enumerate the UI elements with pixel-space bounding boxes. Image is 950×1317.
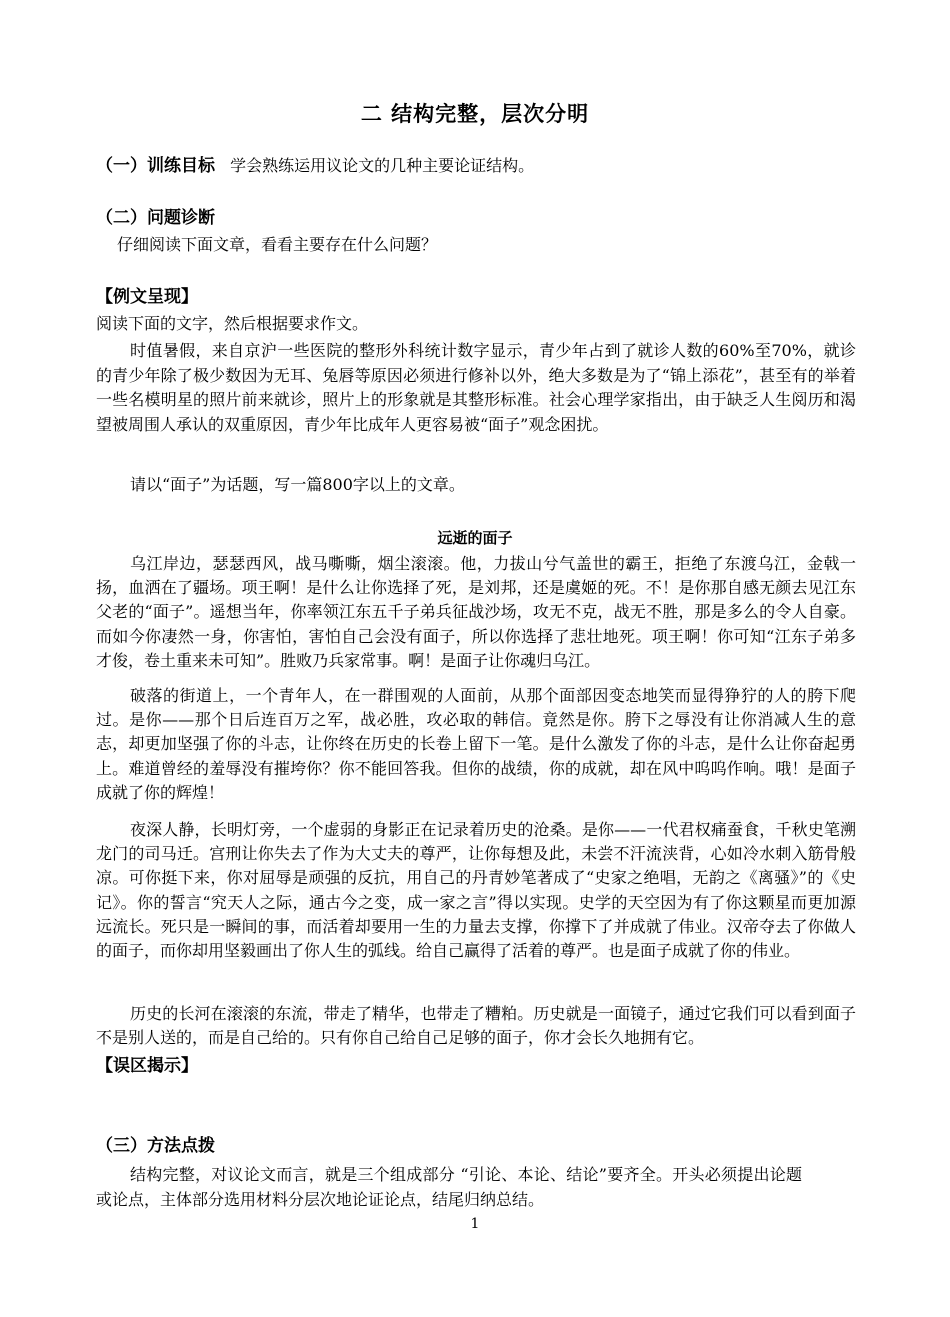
example-heading: 【例文呈现】 <box>96 287 198 307</box>
training-goal-line <box>96 156 534 176</box>
diagnosis-heading: （二）问题诊断 <box>96 208 215 228</box>
writing-task: 请以“面子”为话题，写一篇800字以上的文章。 <box>130 475 465 494</box>
essay-paragraph: 夜深人静，长明灯旁，一个虚弱的身影正在记录着历史的沧桑。是你——一代君权痛蚕食，千秋史笔溯龙门的司马迁。宫刑让你失去了作为大丈夫的尊严，让你每想及此，未尝不汗流浃背，心如冷水刺入筋骨般凉。可你挺下来，你对屈辱是顽强的反抗，用自己的丹青妙笔著成了“史家之绝唱，无韵之《离骚》”的《史记》。你的誓言“究天人之际，通古今之变，成一家之言”得以实现。史学的天空因为有了你这颗星而更加源远流长。死只是一瞬间的事，而活着却要用一生的力量去支撑，你撑下了并成就了伟业。汉帝夺去了你做人的面子，而你却用坚毅画出了你人生的弧线。给自己赢得了活着的尊严。也是面子成就了你的伟业。 <box>96 820 856 961</box>
mistakes-heading: 【误区揭示】 <box>96 1056 198 1076</box>
training-goal-text: 学会熟练运用议论文的几种主要论证结构。 <box>230 156 535 175</box>
method-text: 结构完整，对议论文而言，就是三个组成部分 “引论、本论、结论”要齐全。开头必须提出论题或论点，主体部分选用材料分层次地论证论点，结尾归纳总结。 <box>96 1165 802 1209</box>
essay-paragraph: 乌江岸边，瑟瑟西风，战马嘶嘶，烟尘滚滚。他，力拔山兮气盖世的霸王，拒绝了东渡乌江，金戟一扬，血洒在了疆场。项王啊！是什么让你选择了死，是刘邦，还是虞姬的死。不！是你那自感无颜去见江东父老的“面子”。遥想当年，你率领江东五千子弟兵征战沙场，攻无不克，战无不胜，那是多么的令人自豪。而如今你凄然一身，你害怕，害怕自己会没有面子，所以你选择了悲壮地死。项王啊！你可知“江东子弟多才俊，卷土重来未可知”。胜败乃兵家常事。啊！是面子让你魂归乌江。 <box>96 554 856 670</box>
example-intro: 阅读下面的文字，然后根据要求作文。 <box>96 314 369 333</box>
training-goal-label: （一）训练目标 <box>96 156 215 176</box>
essay-paragraph: 破落的街道上，一个青年人，在一群围观的人面前，从那个面部因变态地笑而显得狰狞的人的胯下爬过。是你——那个日后连百万之军，战必胜，攻必取的韩信。竟然是你。胯下之辱没有让你消减人生的意志，却更加坚强了你的斗志，让你终在历史的长卷上留下一笔。是什么激发了你的斗志，是什么让你奋起勇上。难道曾经的羞辱没有摧垮你？你不能回答我。但你的战绩，你的成就，却在风中呜呜作响。哦！是面子成就了你的辉煌！ <box>96 686 856 802</box>
essay-title: 远逝的面子 <box>437 529 513 547</box>
essay-paragraph: 历史的长河在滚滚的东流，带走了精华，也带走了糟粕。历史就是一面镜子，通过它我们可以看到面子不是别人送的，而是自己给的。只有你自己给自己足够的面子，你才会长久地拥有它。 <box>96 1004 856 1048</box>
document-title: 二 结构完整，层次分明 <box>360 102 590 126</box>
diagnosis-text: 仔细阅读下面文章，看看主要存在什么问题？ <box>117 235 438 254</box>
method-heading: （三）方法点拨 <box>96 1136 215 1156</box>
prompt-paragraph: 时值暑假，来自京沪一些医院的整形外科统计数字显示，青少年占到了就诊人数的60%至70%，就诊的青少年除了极少数因为无耳、兔唇等原因必须进行修补以外，绝大多数是为了“锦上添花”，甚至有的举着一些名模明星的照片前来就诊，照片上的形象就是其整形标准。社会心理学家指出，由于缺乏人生阅历和渴望被周围人承认的双重原因，青少年比成年人更容易被“面子”观念困扰。 <box>96 341 856 434</box>
page-number: 1 <box>470 1216 480 1232</box>
